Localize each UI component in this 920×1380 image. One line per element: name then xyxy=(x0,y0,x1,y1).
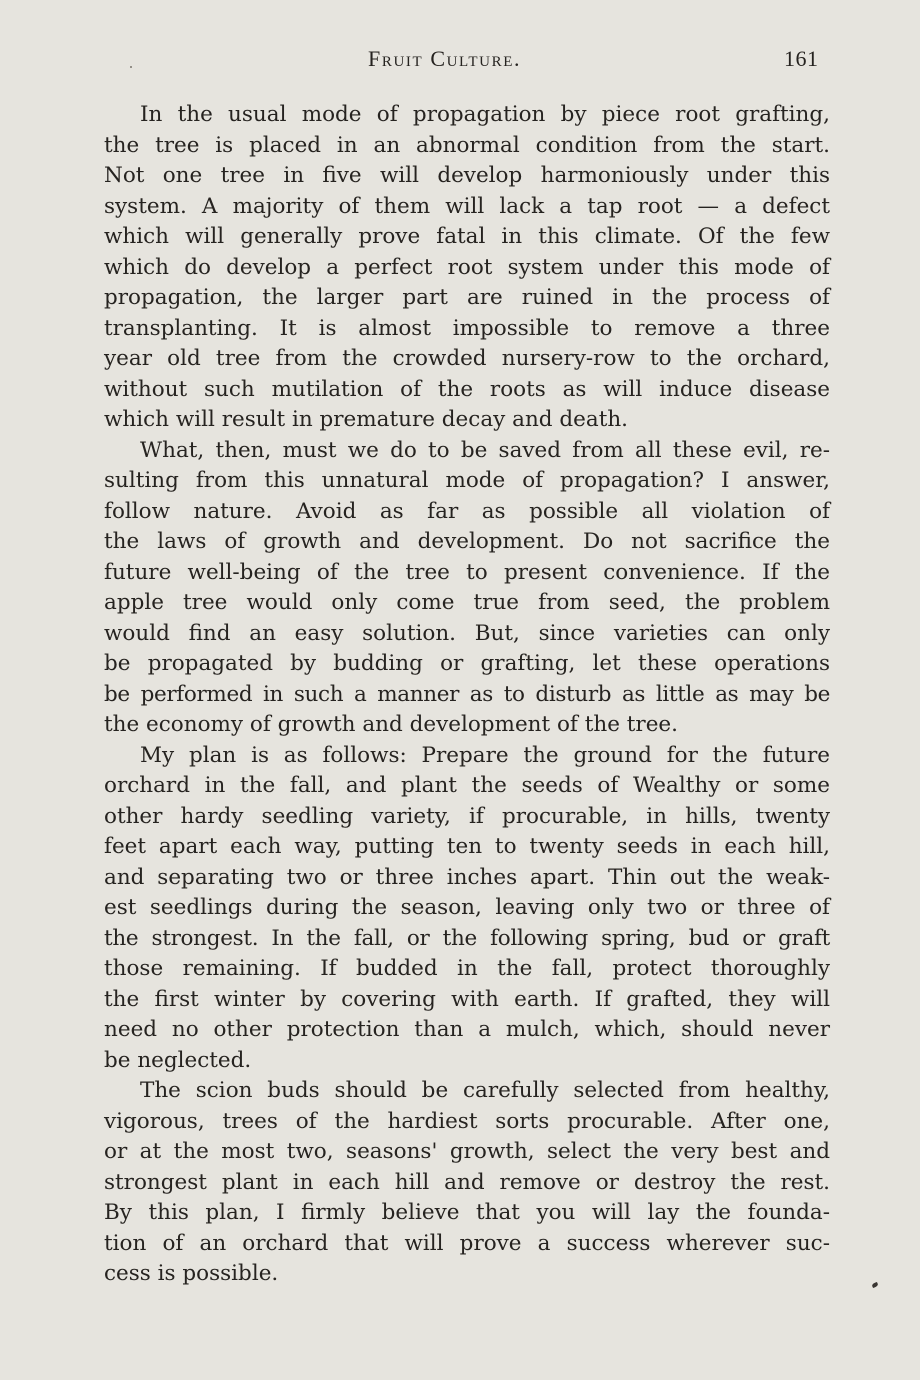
text-line: In the usual mode of propagation by piece root grafting, xyxy=(140,102,830,127)
text-line: apple tree would only come true from seed, the problem xyxy=(104,590,830,615)
text-line: year old tree from the crowded nursery-row to the orchard, xyxy=(104,346,830,371)
running-head-title: Fruit Culture. xyxy=(368,46,522,71)
page-number: 161 xyxy=(784,46,819,71)
text-line: My plan is as follows: Prepare the ground for the future xyxy=(140,742,830,768)
text-line: Not one tree in five will develop harmoniously under this xyxy=(104,163,830,188)
text-line: cess is possible. xyxy=(104,1261,279,1286)
text-line: What, then, must we do to be saved from all these evil, re- xyxy=(140,437,830,463)
running-head xyxy=(0,46,920,76)
paragraph-3 xyxy=(104,741,830,1077)
text-line: or at the most two, seasons' growth, select the very best and xyxy=(104,1139,830,1164)
text-line: would find an easy solution. But, since varieties can only xyxy=(104,620,830,646)
text-line: the laws of growth and development. Do not sacrifice the xyxy=(104,529,830,554)
text-line: be propagated by budding or grafting, let these operations xyxy=(104,651,830,676)
text-line: The scion buds should be carefully selected from healthy, xyxy=(140,1078,830,1103)
text-line: the first winter by covering with earth. If grafted, they will xyxy=(104,986,830,1012)
text-line: other hardy seedling variety, if procurable, in hills, twenty xyxy=(104,803,830,829)
text-line: feet apart each way, putting ten to twenty seeds in each hill, xyxy=(104,834,830,859)
text-line: the strongest. In the fall, or the following spring, bud or graft xyxy=(104,925,830,951)
text-line: strongest plant in each hill and remove or destroy the rest. xyxy=(104,1169,830,1195)
text-line: which do develop a perfect root system under this mode of xyxy=(104,254,830,280)
paragraph-2 xyxy=(104,436,830,741)
text-line: and separating two or three inches apart. Thin out the weak- xyxy=(104,864,830,890)
text-line: orchard in the fall, and plant the seeds of Wealthy or some xyxy=(104,773,830,798)
text-line: without such mutilation of the roots as will induce disease xyxy=(104,376,830,402)
text-line: be neglected. xyxy=(104,1047,252,1073)
text-line: which will generally prove fatal in this climate. Of the few xyxy=(104,224,830,249)
text-line: sulting from this unnatural mode of propagation? I answer, xyxy=(104,468,830,493)
text-line: est seedlings during the season, leaving only two or three of xyxy=(104,895,830,920)
text-line: which will result in premature decay and death. xyxy=(104,407,629,432)
text-line: vigorous, trees of the hardiest sorts procurable. After one, xyxy=(104,1108,830,1134)
text-line: need no other protection than a mulch, which, should never xyxy=(104,1017,830,1042)
text-line: the economy of growth and development of the tree. xyxy=(104,712,678,737)
text-line: future well-being of the tree to present convenience. If the xyxy=(104,559,830,585)
ink-mark xyxy=(871,1282,878,1288)
text-line: By this plan, I firmly believe that you will lay the founda- xyxy=(104,1200,830,1225)
text-line: those remaining. If budded in the fall, protect thoroughly xyxy=(104,956,830,981)
text-line: follow nature. Avoid as far as possible all violation of xyxy=(104,498,830,524)
paragraph-4 xyxy=(104,1076,830,1290)
text-line: tion of an orchard that will prove a success wherever suc- xyxy=(104,1230,830,1256)
text-line: propagation, the larger part are ruined in the process of xyxy=(104,285,830,310)
body-text xyxy=(104,100,830,1290)
text-line: system. A majority of them will lack a tap root — a defect xyxy=(104,193,830,219)
paragraph-1 xyxy=(104,100,830,436)
text-line: be performed in such a manner as to disturb as little as may be xyxy=(104,681,830,707)
text-line: the tree is placed in an abnormal condition from the start. xyxy=(104,132,830,158)
text-line: transplanting. It is almost impossible to remove a three xyxy=(104,315,830,341)
